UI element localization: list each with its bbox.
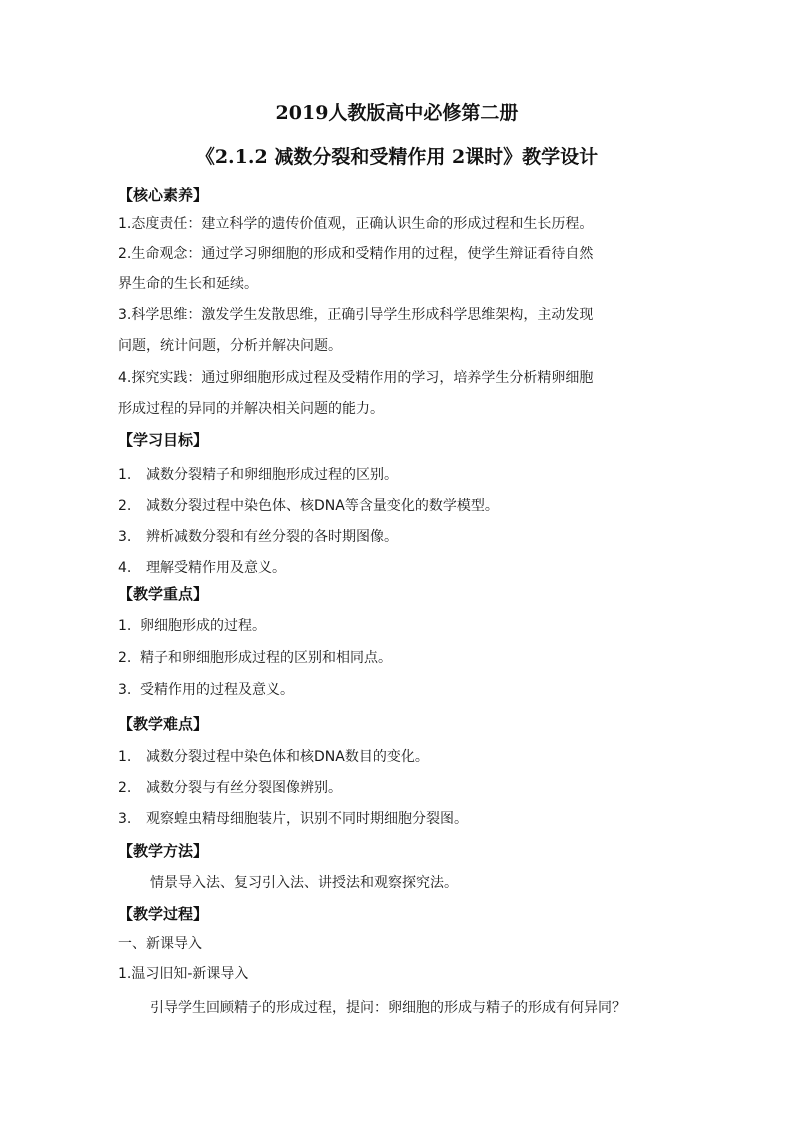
difficulty-item bbox=[118, 808, 468, 828]
document-title: 2019人教版高中必修第二册 bbox=[275, 102, 519, 124]
goal-text: 辨析减数分裂和有丝分裂的各时期图像。 bbox=[146, 529, 398, 545]
goal-item bbox=[118, 464, 398, 484]
goal-item bbox=[118, 526, 398, 546]
goal-number: 1. bbox=[118, 467, 132, 483]
goal-text: 减数分裂过程中染色体、核DNA等含量变化的数学模型。 bbox=[146, 498, 499, 514]
key-point-item bbox=[118, 647, 392, 667]
section-heading-core: 【核心素养】 bbox=[118, 186, 209, 204]
goal-number: 2. bbox=[118, 498, 132, 514]
section-heading-difficulties: 【教学难点】 bbox=[118, 715, 209, 733]
goal-text: 减数分裂精子和卵细胞形成过程的区别。 bbox=[146, 467, 398, 483]
difficulty-item bbox=[118, 746, 429, 766]
difficulty-number: 2. bbox=[118, 780, 132, 796]
section-heading-goals: 【学习目标】 bbox=[118, 431, 209, 449]
difficulty-text: 减数分裂过程中染色体和核DNA数目的变化。 bbox=[146, 749, 429, 765]
difficulty-number: 1. bbox=[118, 749, 132, 765]
section-heading-process: 【教学过程】 bbox=[118, 905, 209, 923]
goal-number: 4. bbox=[118, 560, 132, 576]
section-heading-key-points: 【教学重点】 bbox=[118, 585, 209, 603]
key-point-number: 3. bbox=[118, 682, 132, 698]
key-point-item bbox=[118, 679, 294, 699]
core-line: 2.生命观念：通过学习卵细胞的形成和受精作用的过程，使学生辩证看待自然 bbox=[118, 246, 594, 262]
document-subtitle: 《2.1.2 减数分裂和受精作用 2课时》教学设计 bbox=[195, 146, 599, 168]
core-line: 问题，统计问题，分析并解决问题。 bbox=[118, 338, 342, 354]
goal-number: 3. bbox=[118, 529, 132, 545]
key-point-item bbox=[118, 615, 266, 635]
key-point-number: 2. bbox=[118, 650, 132, 666]
key-point-text: 受精作用的过程及意义。 bbox=[140, 682, 294, 698]
goal-item bbox=[118, 557, 286, 577]
difficulty-text: 观察蝗虫精母细胞装片，识别不同时期细胞分裂图。 bbox=[146, 811, 468, 827]
difficulty-text: 减数分裂与有丝分裂图像辨别。 bbox=[146, 780, 342, 796]
methods-text: 情景导入法、复习引入法、讲授法和观察探究法。 bbox=[150, 875, 458, 891]
key-point-number: 1. bbox=[118, 618, 132, 634]
core-line: 4.探究实践：通过卵细胞形成过程及受精作用的学习，培养学生分析精卵细胞 bbox=[118, 370, 594, 386]
process-subheading: 1.温习旧知-新课导入 bbox=[118, 966, 249, 982]
process-text: 引导学生回顾精子的形成过程，提问：卵细胞的形成与精子的形成有何异同？ bbox=[150, 1000, 626, 1016]
core-line: 界生命的生长和延续。 bbox=[118, 276, 258, 292]
goal-item bbox=[118, 495, 499, 515]
core-line: 1.态度责任：建立科学的遗传价值观，正确认识生命的形成过程和生长历程。 bbox=[118, 216, 594, 232]
key-point-text: 卵细胞形成的过程。 bbox=[140, 618, 266, 634]
key-point-text: 精子和卵细胞形成过程的区别和相同点。 bbox=[140, 650, 392, 666]
difficulty-item bbox=[118, 777, 342, 797]
difficulty-number: 3. bbox=[118, 811, 132, 827]
core-line: 形成过程的异同的并解决相关问题的能力。 bbox=[118, 401, 384, 417]
core-line: 3.科学思维：激发学生发散思维，正确引导学生形成科学思维架构，主动发现 bbox=[118, 307, 594, 323]
section-heading-methods: 【教学方法】 bbox=[118, 842, 209, 860]
process-subheading: 一、新课导入 bbox=[118, 936, 202, 952]
goal-text: 理解受精作用及意义。 bbox=[146, 560, 286, 576]
